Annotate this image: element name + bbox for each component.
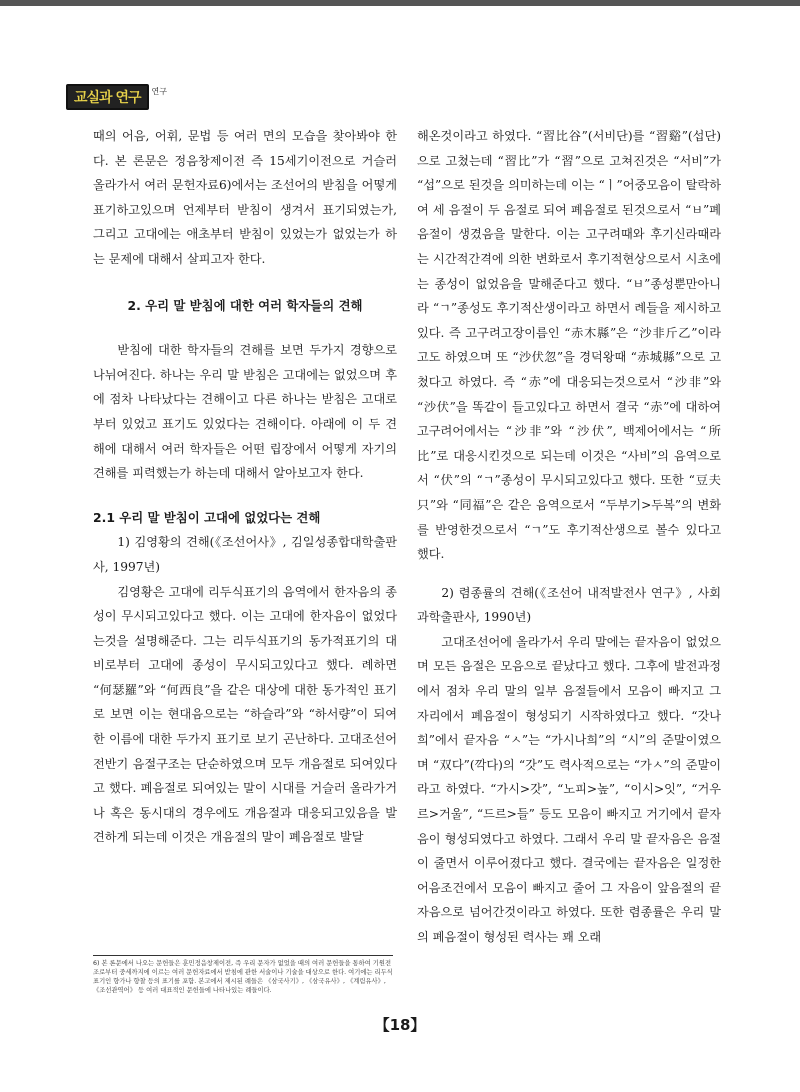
section-2-paragraph: 받침에 대한 학자들의 견해를 보면 두가지 경향으로 나뉘여진다. 하나는 우리 말 받침은 고대에는 없었으며 후에 점차 나타났다는 견해이고 다른 하나는 받침은 고대로부터 있었고 표기도 있었다는 견해이다. 아래에 이 두 견해에 대해서 여러 학자들은 어떤 립장에서 어떻게 자기의 견해를 피력했는가 하는데 대해서 알아보고자 한다. <box>93 343 397 481</box>
kim-paragraph: 김영황은 고대에 리두식표기의 음역에서 한자음의 종성이 무시되고있다고 했다. 이는 고대에 한자음이 없었다는것을 설명해준다. 그는 리두식표기의 동가적표기의 대비로부터 고대에 종성이 무시되고있다고 했다. 례하면 “何瑟羅”와 “何西良”을 같은 대상에 대한 동가적인 표기로 보면 이는 현대음으로는 “하슬라”와 “하서량”이 되여 한 이름에 대한 두가지 표기로 보기 곤난하다. 고대조선어 전반기 음절구조는 단순하였으며 모두 개음절로 되여있다고 했다. 폐음절로 되여있는 말이 시대를 거슬러 올라가거나 혹은 동시대의 경우에도 개음절과 대응되고있음을 발견하게 되는데 이것은 개음절의 말이 폐음절로 발달 <box>93 584 397 845</box>
intro-paragraph: 때의 어음, 어휘, 문법 등 여러 면의 모습을 찾아봐야 한다. 본 론문은 정음창제이전 즉 15세기이전으로 거슬러 올라가서 여러 문헌자료6)에서는 조선어의 받침을 어떻게 표기하고있으며 언제부터 받침이 생겨서 표기되였는가, 그리고 고대에는 애초부터 받침이 있었는가 없었는가 하는 문제에 대해서 살피고자 한다. <box>93 129 397 266</box>
continuation-paragraph: 해온것이라고 하였다. “習比谷”(서비단)를 “習谿”(섭단)으로 고쳤는데 “習比”가 “習”으로 고쳐진것은 “서비”가 “섭”으로 된것을 의미하는데 이는 “ㅣ”어중모음이 탈락하여 세 음절이 두 음절로 되여 폐음절로 된것으로서 “ㅂ”폐음절이 생겼음을 말한다. 이는 고구려때와 후기신라때라는 시간적간격에 의한 변화로서 후기적현상으로서 시초에는 종성이 없었음을 말해준다고 했다. “ㅂ”종성뿐만아니라 “ㄱ”종성도 후기적산생이라고 하면서 례들을 제시하고있다. 즉 고구려고장이름인 “赤木縣”은 “沙非斤乙”이라고도 하였으며 또 “沙伏忽”을 경덕왕때 “赤城縣”으로 고쳤다고 하였다. 즉 “赤”에 대응되는것으로서 “沙非”와 “沙伏”을 똑같이 들고있다고 하면서 결국 “赤”에 대하여 고구려어에서는 “沙非”와 “沙伏”, 백제어에서는 “所比”로 대응시킨것으로 되는데 이것은 “사비”의 음역으로서 “伏”의 “ㄱ”종성이 무시되고있다고 했다. 또한 “豆夫只”와 “同福”은 같은 음역으로서 “두부기>두복”의 변화를 반영한것으로서 “ㄱ”도 후기적산생으로 볼수 있다고 했다. <box>417 129 721 562</box>
left-column <box>93 124 397 850</box>
journal-logo-sup: 연구 <box>151 86 167 96</box>
section-2-heading: 2. 우리 말 받침에 대한 여러 학자들의 견해 <box>127 297 363 313</box>
reference-kim: 1) 김영황의 견해(《조선어사》, 김일성종합대학출판사, 1997년) <box>93 535 397 574</box>
right-column <box>417 124 721 950</box>
journal-logo-text: 교실과 연구 <box>66 84 149 110</box>
ryom-paragraph: 고대조선어에 올라가서 우리 말에는 끝자음이 없었으며 모든 음절은 모음으로 끝났다고 했다. 그후에 발전과정에서 점차 우리 말의 일부 음절들에서 모음이 빠지고 그 자리에서 폐음절이 형성되기 시작하였다고 했다. “갓나희”에서 끝자음 “ㅅ”는 “가시나희”의 “시”의 준말이였으며 “双다”(깍다)의 “갓”도 력사적으로는 “가ㅅ”의 준말이라고 하였다. “가시>갓”, “노피>높”, “이시>잇”, “거우르>거울”, “드르>들” 등도 모음이 빠지고 거기에서 끝자음이 형성되였다고 하였다. 그래서 우리 말 끝자음은 음절이 줄면서 이루어졌다고 했다. 결국에는 끝자음은 일정한 어음조건에서 모음이 빠지고 줄어 그 자음이 앞음절의 끝자음으로 넘어간것이라고 하였다. 또한 렴종률은 우리 말의 폐음절이 형성된 력사는 꽤 오래 <box>417 634 721 944</box>
top-rule <box>0 0 800 6</box>
footnote: 6) 본 론문에서 나오는 문헌들은 훈민정음창제이전, 즉 우리 문자가 없었을 때의 여러 문헌들을 통하여 기원전조로부터 중세까지에 이르는 여러 문헌자료에서 받침에 관한 서술이나 기술을 대상으로 한다. 여기에는 리두식표기인 향가나 향찰 등의 표기를 포함. 본고에서 제시된 례들은 《삼국사기》, 《삼국유사》, 《계림유사》, 《조선관역어》 등 여러 대표적인 문헌들에 나타나있는 례들이다. <box>93 955 393 995</box>
reference-ryom: 2) 렴종률의 견해(《조선어 내적발전사 연구》, 사회과학출판사, 1990년) <box>417 585 721 625</box>
page-number: 【18】 <box>374 1016 426 1034</box>
section-2-1-heading: 2.1 우리 말 받침이 고대에 없었다는 견해 <box>93 509 321 525</box>
journal-logo <box>66 86 167 108</box>
